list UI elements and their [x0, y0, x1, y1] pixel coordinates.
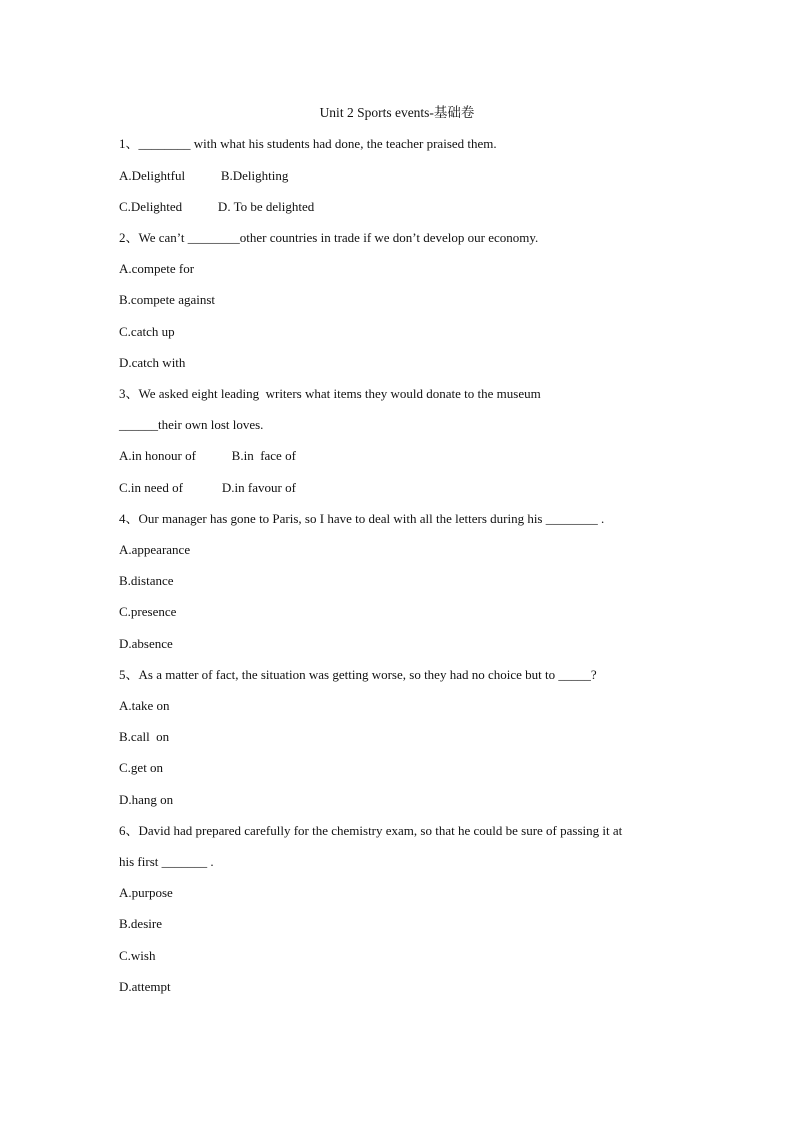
question-5-option-b: B.call on [119, 729, 170, 744]
question-2-stem: 2、We can’t ________other countries in trade if we don’t develop our economy. [119, 230, 539, 245]
question-6-option-b: B.desire [119, 916, 162, 931]
question-2-option-d: D.catch with [119, 355, 186, 370]
question-4-option-d: D.absence [119, 636, 173, 651]
question-6-stem-continued: his first _______ . [119, 854, 214, 869]
question-3-stem: 3、We asked eight leading writers what items they would donate to the museum [119, 386, 541, 401]
question-3-stem-continued: ______their own lost loves. [119, 417, 264, 432]
question-2-option-b: B.compete against [119, 292, 216, 307]
question-1-options-cd: C.Delighted D. To be delighted [119, 199, 315, 214]
question-4-option-a: A.appearance [119, 542, 191, 557]
question-3-options-ab: A.in honour of B.in face of [119, 448, 296, 463]
question-4-stem: 4、Our manager has gone to Paris, so I have to deal with all the letters during his ________ . [119, 511, 605, 526]
question-5-option-d: D.hang on [119, 792, 174, 807]
question-5-option-a: A.take on [119, 698, 170, 713]
question-6-option-d: D.attempt [119, 979, 171, 994]
question-2-option-c: C.catch up [119, 324, 175, 339]
question-6-option-a: A.purpose [119, 885, 173, 900]
question-1-stem: 1、________ with what his students had done, the teacher praised them. [119, 136, 497, 151]
question-6-stem: 6、David had prepared carefully for the chemistry exam, so that he could be sure of passing it at [119, 823, 623, 838]
question-4-option-c: C.presence [119, 604, 177, 619]
question-2-option-a: A.compete for [119, 261, 195, 276]
question-4-option-b: B.distance [119, 573, 174, 588]
question-5-option-c: C.get on [119, 760, 164, 775]
page-title: Unit 2 Sports events-基础卷 [319, 105, 475, 120]
question-6-option-c: C.wish [119, 948, 156, 963]
question-5-stem: 5、As a matter of fact, the situation was getting worse, so they had no choice but to _____? [119, 667, 597, 682]
question-1-options-ab: A.Delightful B.Delighting [119, 168, 289, 183]
question-3-options-cd: C.in need of D.in favour of [119, 480, 296, 495]
